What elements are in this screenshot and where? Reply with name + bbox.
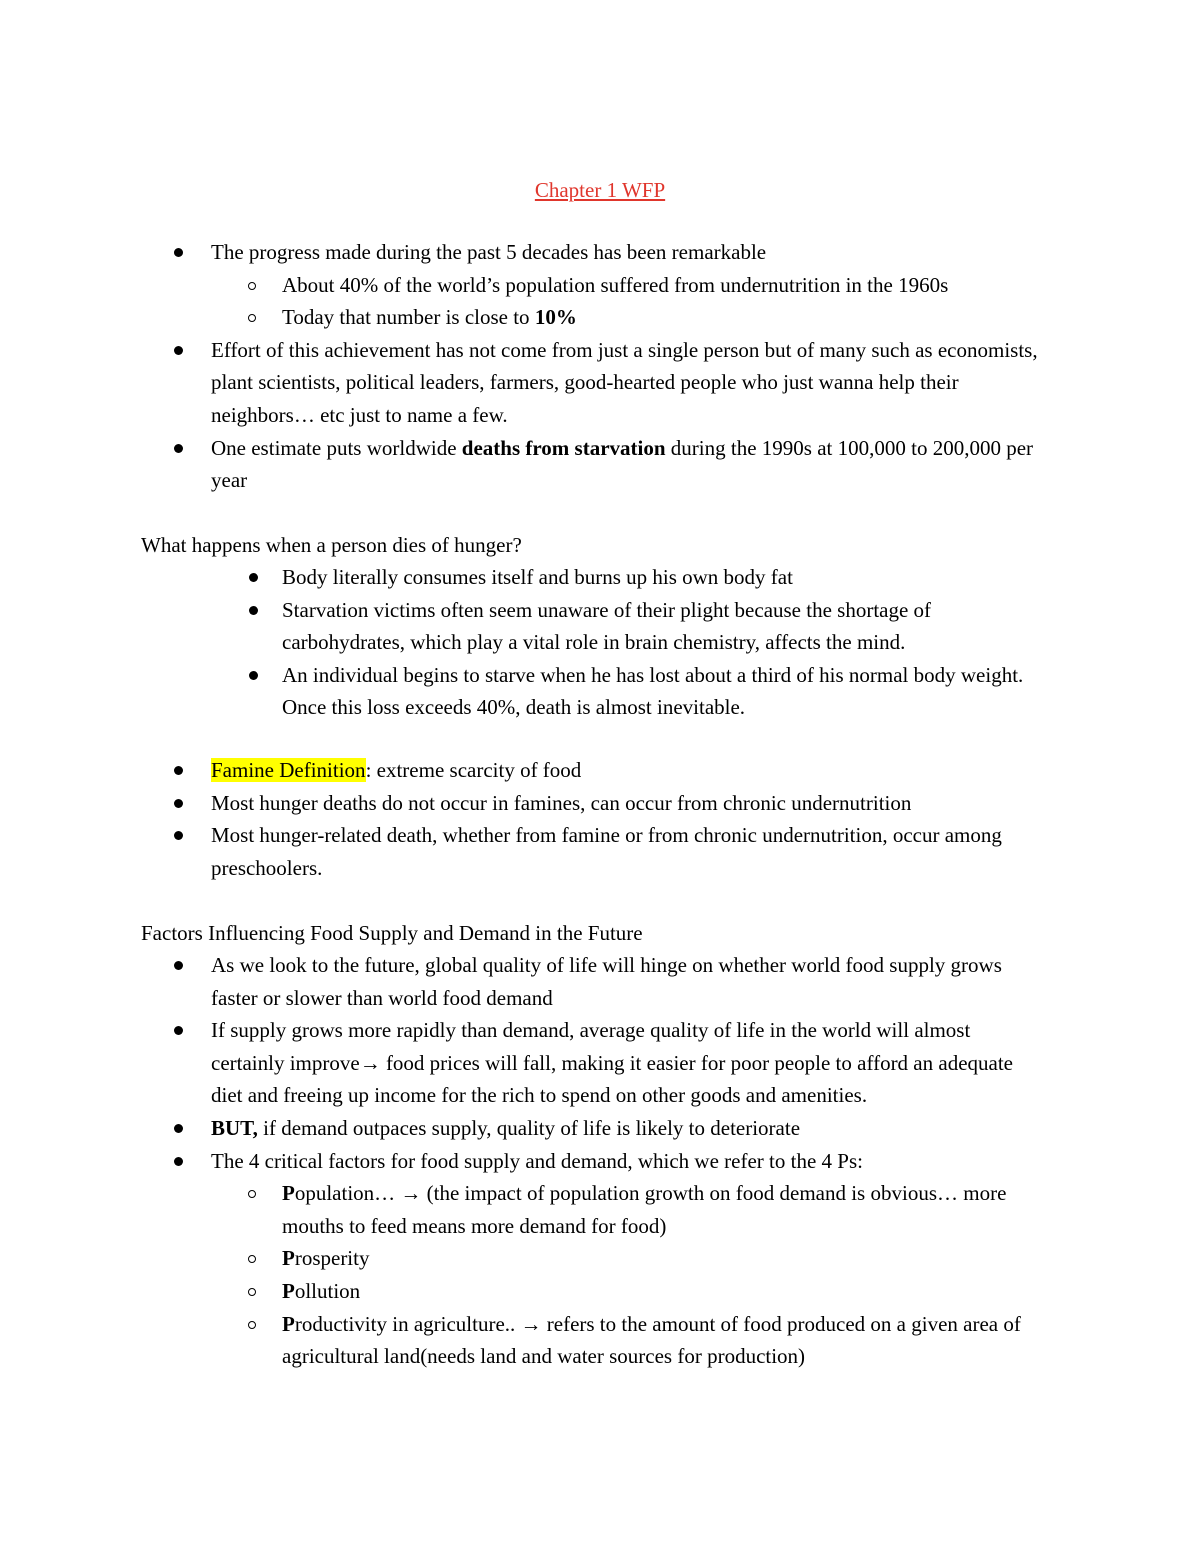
list-item-text: An individual begins to starve when he has lost about a third of his normal body weight. Once this loss exceeds 40%, death is almost inevitable. bbox=[282, 662, 1024, 720]
section-heading-factors: Factors Influencing Food Supply and Demand in the Future bbox=[141, 921, 643, 945]
list-item-text: : extreme scarcity of food bbox=[365, 758, 582, 782]
list-item bbox=[282, 594, 1042, 659]
list-item-text: Today that number is close to bbox=[282, 305, 535, 330]
emphasis-text: 10% bbox=[534, 305, 577, 330]
list-item bbox=[282, 561, 1042, 594]
list-item-text: during the 1990s at 100,000 to 200,000 per year bbox=[211, 435, 1034, 493]
section-factors bbox=[0, 949, 1200, 1373]
emphasis-text: deaths from starvation bbox=[461, 435, 666, 460]
list-item-text: rosperity bbox=[294, 1246, 370, 1271]
emphasis-letter: P bbox=[282, 1246, 295, 1271]
list-item bbox=[282, 301, 1042, 334]
hollow-bullet-icon bbox=[248, 1255, 256, 1263]
list-item bbox=[211, 1014, 1041, 1112]
bullet-icon bbox=[174, 248, 183, 257]
list-item bbox=[211, 1145, 1041, 1178]
list-item-pollution bbox=[282, 1275, 1042, 1308]
list-item bbox=[211, 1112, 1041, 1145]
bullet-icon bbox=[249, 606, 258, 615]
list-item-prosperity bbox=[282, 1242, 1042, 1275]
list-item bbox=[211, 949, 1041, 1014]
list-item-text: As we look to the future, global quality of life will hinge on whether world food supply grows faster or slower than world food demand bbox=[211, 953, 1002, 1010]
list-item-population bbox=[282, 1177, 1042, 1242]
bullet-icon bbox=[249, 671, 258, 680]
bullet-icon bbox=[174, 799, 183, 808]
list-item-text: The 4 critical factors for food supply and demand, which we refer to the 4 Ps: bbox=[211, 1148, 863, 1173]
list-item bbox=[211, 819, 1041, 884]
emphasis-letter: P bbox=[282, 1311, 295, 1336]
bullet-icon bbox=[174, 961, 183, 970]
list-item-text: ollution bbox=[294, 1278, 361, 1303]
list-item-text: The progress made during the past 5 decades has been remarkable bbox=[211, 240, 767, 264]
hollow-bullet-icon bbox=[248, 282, 256, 290]
list-item-text: One estimate puts worldwide bbox=[211, 435, 462, 460]
hollow-bullet-icon bbox=[248, 314, 256, 322]
list-item bbox=[211, 754, 1041, 787]
section-hunger bbox=[0, 561, 1200, 724]
list-item bbox=[211, 787, 1041, 820]
bullet-icon bbox=[249, 573, 258, 582]
emphasis-text: BUT, bbox=[211, 1115, 258, 1140]
list-item-text: Starvation victims often seem unaware of their plight because the shortage of carbohydrates, which play a vital role in brain chemistry, affects the mind. bbox=[282, 597, 932, 655]
hollow-bullet-icon bbox=[248, 1190, 256, 1198]
list-item bbox=[211, 334, 1041, 432]
bullet-icon bbox=[174, 1026, 183, 1035]
section-famine bbox=[0, 754, 1200, 884]
hollow-bullet-icon bbox=[248, 1321, 256, 1329]
bullet-icon bbox=[174, 831, 183, 840]
page-title: Chapter 1 WFP bbox=[534, 178, 666, 202]
section-heading-hunger: What happens when a person dies of hunger? bbox=[141, 533, 522, 557]
emphasis-letter: P bbox=[282, 1278, 295, 1303]
bullet-icon bbox=[174, 1157, 183, 1166]
list-item-text: Most hunger deaths do not occur in famines, can occur from chronic undernutrition bbox=[211, 790, 912, 815]
bullet-icon bbox=[174, 346, 183, 355]
list-item-productivity bbox=[282, 1308, 1042, 1373]
list-item-text: About 40% of the world’s population suffered from undernutrition in the 1960s bbox=[282, 272, 949, 297]
list-item-text: Effort of this achievement has not come from just a single person but of many such as economists, plant scientists, political leaders, farmers, good-hearted people who just wanna help their neighbors… etc just to name a few. bbox=[211, 337, 1038, 427]
list-item-text: Most hunger-related death, whether from famine or from chronic undernutrition, occur among preschoolers. bbox=[211, 823, 1002, 880]
list-item-text: Body literally consumes itself and burns up his own body fat bbox=[282, 565, 793, 589]
list-item bbox=[282, 659, 1042, 724]
bullet-icon bbox=[174, 766, 183, 775]
list-item-text: roductivity in agriculture.. → refers to the amount of food produced on a given area of agricultural land(needs land and water sources for production) bbox=[282, 1311, 1021, 1369]
list-item bbox=[282, 269, 1042, 302]
list-item bbox=[211, 236, 1041, 269]
list-item-text: opulation… → (the impact of population growth on food demand is obvious… more mouths to feed means more demand for food) bbox=[282, 1181, 1007, 1238]
emphasis-letter: P bbox=[282, 1181, 295, 1206]
list-item-text: If supply grows more rapidly than demand, average quality of life in the world will almost certainly improve→ food prices will fall, making it easier for poor people to afford an adequate diet and freeing up income for the rich to spend on other goods and amenities. bbox=[211, 1018, 1013, 1108]
highlighted-term: Famine Definition bbox=[211, 758, 366, 782]
section-progress bbox=[0, 236, 1200, 497]
list-item-text: if demand outpaces supply, quality of life is likely to deteriorate bbox=[257, 1115, 801, 1140]
bullet-icon bbox=[174, 444, 183, 453]
bullet-icon bbox=[174, 1124, 183, 1133]
hollow-bullet-icon bbox=[248, 1288, 256, 1296]
list-item bbox=[211, 432, 1041, 497]
